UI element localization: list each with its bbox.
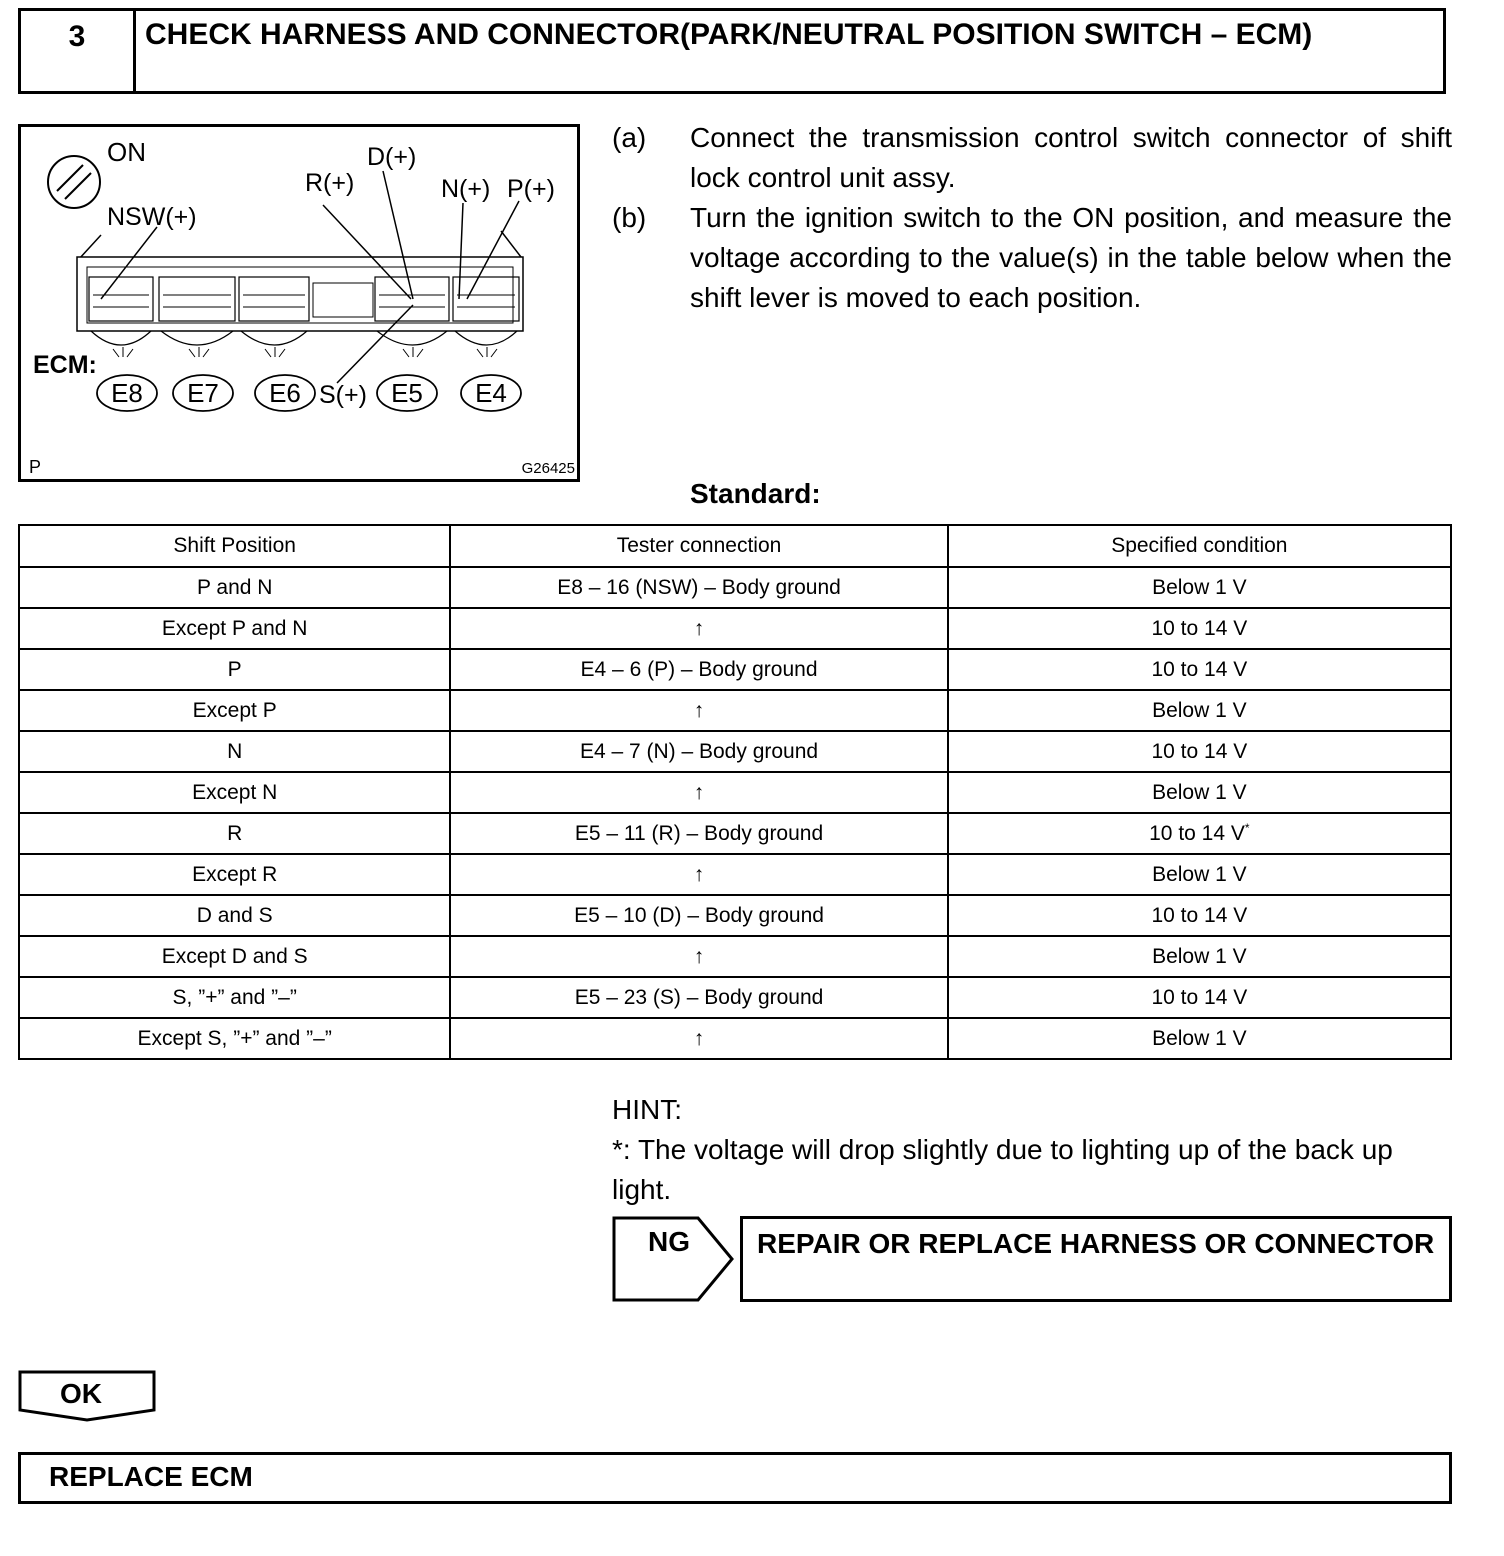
table-row xyxy=(19,772,1451,813)
ok-label: OK xyxy=(60,1378,102,1409)
connector-e5: E5 xyxy=(391,378,423,408)
cell-connection-same-arrow: ↑ xyxy=(450,854,947,895)
figure-corner-label: P xyxy=(29,457,42,477)
connector-e8: E8 xyxy=(111,378,143,408)
cell-connection: E4 – 6 (P) – Body ground xyxy=(450,649,947,690)
table-header-row xyxy=(19,525,1451,567)
cell-connection-same-arrow: ↑ xyxy=(450,1018,947,1059)
pin-label-p: P(+) xyxy=(507,175,555,203)
cell-connection: E5 – 11 (R) – Body ground xyxy=(450,813,947,854)
cell-condition: Below 1 V xyxy=(948,936,1451,977)
cell-condition: 10 to 14 V xyxy=(948,895,1451,936)
cell-condition: Below 1 V xyxy=(948,854,1451,895)
cell-shift: Except D and S xyxy=(19,936,450,977)
pin-label-s: S(+) xyxy=(319,381,367,409)
header-tester-connection: Tester connection xyxy=(450,525,947,567)
cell-shift: Except N xyxy=(19,772,450,813)
cell-connection-same-arrow: ↑ xyxy=(450,936,947,977)
cell-connection-same-arrow: ↑ xyxy=(450,690,947,731)
cell-connection: E4 – 7 (N) – Body ground xyxy=(450,731,947,772)
instruction-b-label: (b) xyxy=(612,202,647,233)
cell-connection: E8 – 16 (NSW) – Body ground xyxy=(450,567,947,608)
instruction-a-label: (a) xyxy=(612,122,647,153)
connector-e6: E6 xyxy=(269,378,301,408)
pin-label-d: D(+) xyxy=(367,143,417,171)
cell-condition: Below 1 V xyxy=(948,772,1451,813)
cell-shift: P and N xyxy=(19,567,450,608)
cell-connection-same-arrow: ↑ xyxy=(450,772,947,813)
table-row xyxy=(19,608,1451,649)
cell-shift: D and S xyxy=(19,895,450,936)
ecm-diagram xyxy=(21,127,577,479)
pin-label-nsw: NSW(+) xyxy=(107,203,197,231)
table-row xyxy=(19,854,1451,895)
table-row xyxy=(19,731,1451,772)
step-number: 3 xyxy=(21,11,136,91)
ignition-switch-icon xyxy=(48,156,100,208)
cell-shift: P xyxy=(19,649,450,690)
switch-label: ON xyxy=(107,137,146,167)
table-row xyxy=(19,1018,1451,1059)
cell-shift: Except S, ”+” and ”–” xyxy=(19,1018,450,1059)
hint-block xyxy=(612,1090,1452,1210)
header-shift-position: Shift Position xyxy=(19,525,450,567)
instruction-b-text: Turn the ignition switch to the ON position, and measure the voltage according to the value(s) in the table below when the shift lever is moved to each position. xyxy=(690,202,1452,313)
cell-shift: N xyxy=(19,731,450,772)
table-row xyxy=(19,813,1451,854)
hint-title: HINT: xyxy=(612,1094,682,1125)
instruction-a-text: Connect the transmission control switch connector of shift lock control unit assy. xyxy=(690,122,1452,193)
cell-shift: Except R xyxy=(19,854,450,895)
cell-condition-with-footnote xyxy=(948,813,1451,854)
ecm-label: ECM: xyxy=(33,351,97,379)
ng-label: NG xyxy=(648,1226,690,1257)
connector-e7: E7 xyxy=(187,378,219,408)
spec-table xyxy=(18,524,1452,1060)
cell-condition: 10 to 14 V xyxy=(948,731,1451,772)
cell-condition: 10 to 14 V xyxy=(948,608,1451,649)
table-row xyxy=(19,690,1451,731)
pin-label-n: N(+) xyxy=(441,175,491,203)
standard-label: Standard: xyxy=(690,478,821,509)
cell-connection: E5 – 23 (S) – Body ground xyxy=(450,977,947,1018)
cell-connection: E5 – 10 (D) – Body ground xyxy=(450,895,947,936)
table-row xyxy=(19,936,1451,977)
ok-result-box xyxy=(18,1452,1452,1504)
cell-condition: 10 to 14 V xyxy=(948,977,1451,1018)
step-title: CHECK HARNESS AND CONNECTOR(PARK/NEUTRAL POSITION SWITCH – ECM) xyxy=(145,18,1313,51)
ng-action-text: REPAIR OR REPLACE HARNESS OR CONNECTOR xyxy=(757,1228,1435,1259)
cell-condition: Below 1 V xyxy=(948,567,1451,608)
ng-result-box xyxy=(740,1216,1452,1302)
cell-shift: S, ”+” and ”–” xyxy=(19,977,450,1018)
table-row xyxy=(19,977,1451,1018)
table-row xyxy=(19,895,1451,936)
cell-condition-value: 10 to 14 V xyxy=(1149,822,1245,845)
cell-condition: 10 to 14 V xyxy=(948,649,1451,690)
cell-shift: Except P and N xyxy=(19,608,450,649)
figure-id: G26425 xyxy=(521,460,575,477)
step-header xyxy=(18,8,1446,94)
ecm-unit xyxy=(77,231,523,357)
cell-shift: Except P xyxy=(19,690,450,731)
table-row xyxy=(19,567,1451,608)
table-row xyxy=(19,649,1451,690)
ok-action-text: REPLACE ECM xyxy=(49,1461,253,1492)
pin-label-r: R(+) xyxy=(305,169,355,197)
cell-connection-same-arrow: ↑ xyxy=(450,608,947,649)
ecm-connector-illustration xyxy=(18,124,580,482)
cell-condition: Below 1 V xyxy=(948,1018,1451,1059)
cell-condition: Below 1 V xyxy=(948,690,1451,731)
cell-shift: R xyxy=(19,813,450,854)
connector-e4: E4 xyxy=(475,378,507,408)
header-specified-condition: Specified condition xyxy=(948,525,1451,567)
footnote-mark: * xyxy=(1244,821,1250,835)
hint-text: *: The voltage will drop slightly due to lighting up of the back up light. xyxy=(612,1134,1393,1205)
